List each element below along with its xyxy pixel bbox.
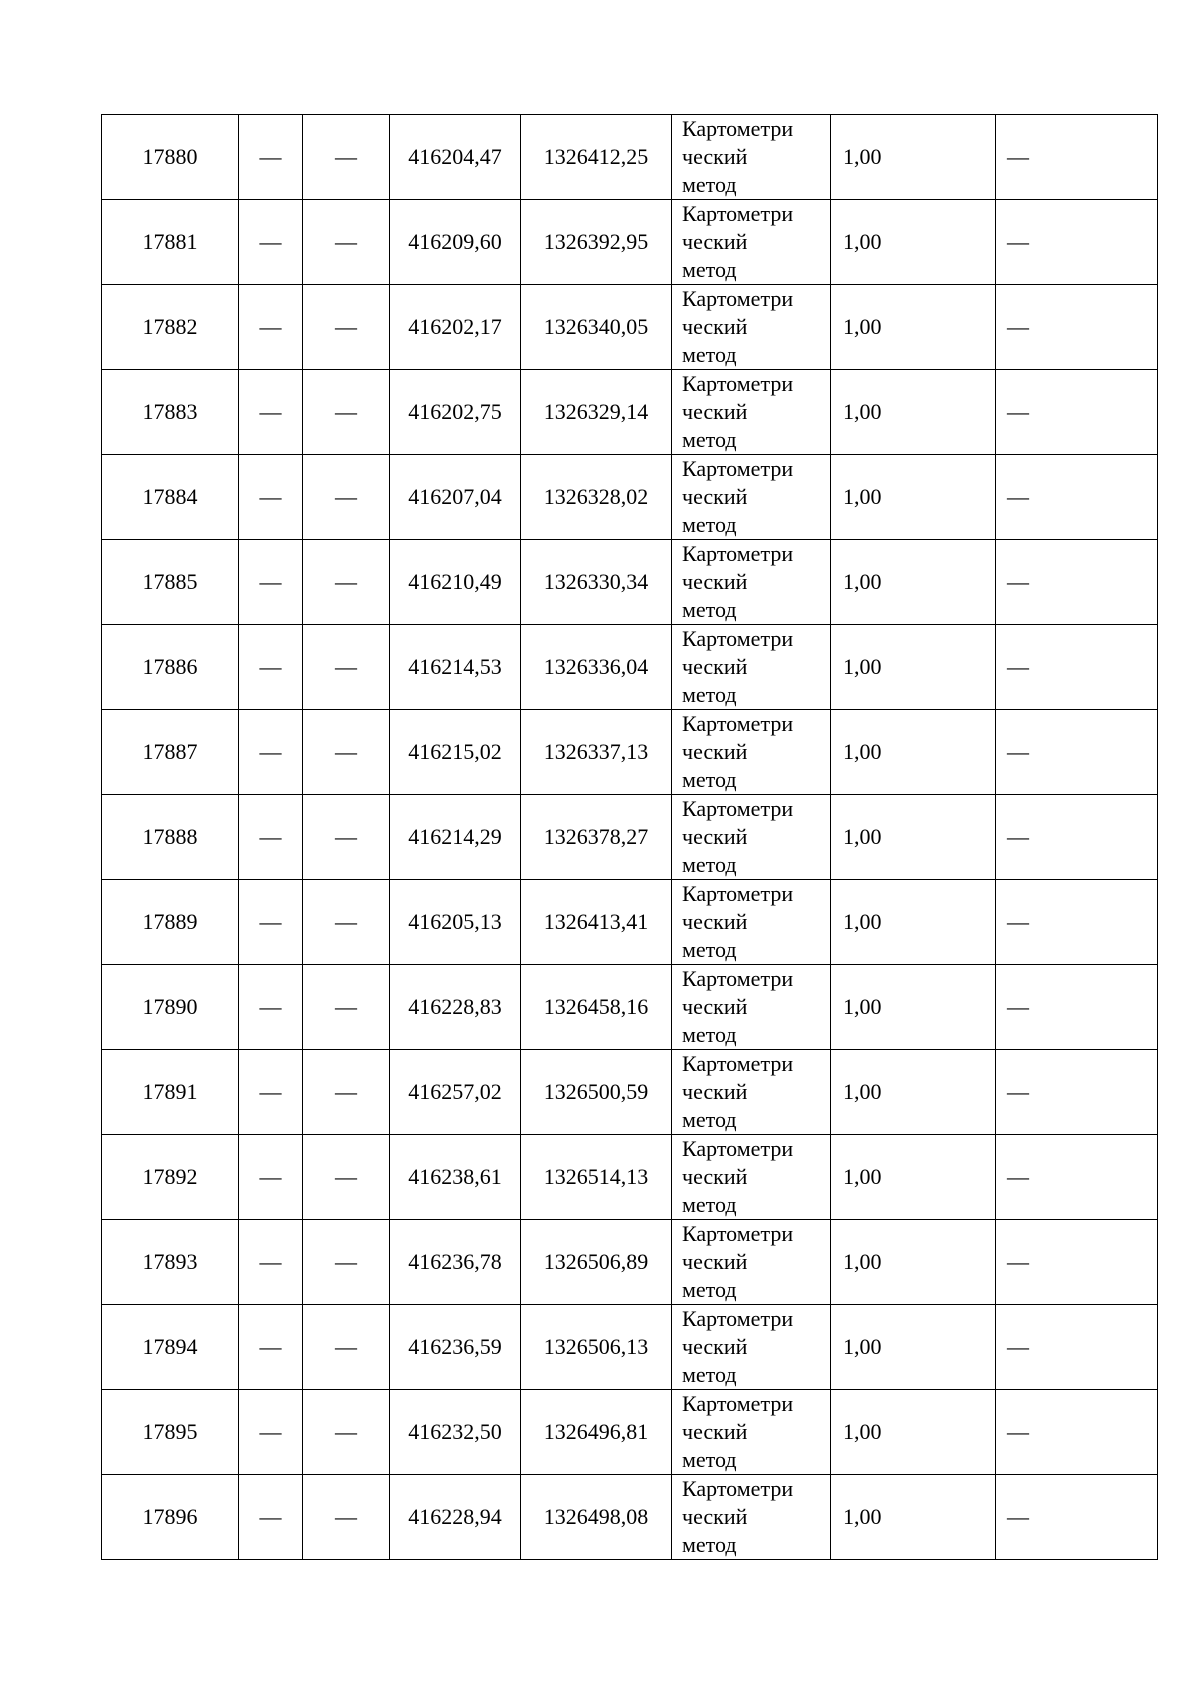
x-coordinate-cell: 416215,02 [390, 710, 521, 795]
empty-value-cell: — [996, 625, 1158, 710]
empty-value-cell: — [303, 1220, 390, 1305]
method-cell [672, 540, 831, 625]
coordinates-table [101, 114, 1158, 1560]
x-coordinate-cell: 416238,61 [390, 1135, 521, 1220]
table-row [102, 710, 1158, 795]
y-coordinate-cell: 1326500,59 [521, 1050, 672, 1135]
empty-value-cell: — [303, 880, 390, 965]
table-row [102, 1135, 1158, 1220]
empty-value-cell: — [239, 115, 303, 200]
accuracy-cell: 1,00 [831, 285, 996, 370]
empty-value-cell: — [996, 1305, 1158, 1390]
x-coordinate-cell: 416207,04 [390, 455, 521, 540]
accuracy-cell: 1,00 [831, 540, 996, 625]
empty-value-cell: — [239, 455, 303, 540]
empty-value-cell: — [303, 625, 390, 710]
empty-value-cell: — [996, 200, 1158, 285]
empty-value-cell: — [303, 370, 390, 455]
empty-value-cell: — [239, 285, 303, 370]
table-row [102, 1390, 1158, 1475]
point-number-cell: 17894 [102, 1305, 239, 1390]
accuracy-cell: 1,00 [831, 795, 996, 880]
accuracy-cell: 1,00 [831, 1475, 996, 1560]
y-coordinate-cell: 1326458,16 [521, 965, 672, 1050]
method-text: Картометри [682, 966, 794, 991]
x-coordinate-cell: 416236,59 [390, 1305, 521, 1390]
x-coordinate-cell: 416232,50 [390, 1390, 521, 1475]
point-number-cell: 17890 [102, 965, 239, 1050]
empty-value-cell: — [303, 1475, 390, 1560]
point-number-cell: 17886 [102, 625, 239, 710]
empty-value-cell: — [239, 1305, 303, 1390]
method-text: ческий [682, 569, 748, 594]
accuracy-cell: 1,00 [831, 455, 996, 540]
point-number-cell: 17880 [102, 115, 239, 200]
point-number-cell: 17896 [102, 1475, 239, 1560]
y-coordinate-cell: 1326496,81 [521, 1390, 672, 1475]
accuracy-cell: 1,00 [831, 200, 996, 285]
method-text: метод [682, 937, 737, 962]
empty-value-cell: — [996, 880, 1158, 965]
accuracy-cell: 1,00 [831, 1390, 996, 1475]
method-text: Картометри [682, 796, 794, 821]
method-text: ческий [682, 1079, 748, 1104]
y-coordinate-cell: 1326378,27 [521, 795, 672, 880]
method-text: метод [682, 342, 737, 367]
table-row [102, 455, 1158, 540]
y-coordinate-cell: 1326337,13 [521, 710, 672, 795]
empty-value-cell: — [239, 1390, 303, 1475]
x-coordinate-cell: 416228,94 [390, 1475, 521, 1560]
y-coordinate-cell: 1326336,04 [521, 625, 672, 710]
empty-value-cell: — [239, 200, 303, 285]
method-text: Картометри [682, 1391, 794, 1416]
method-cell [672, 1220, 831, 1305]
empty-value-cell: — [303, 1390, 390, 1475]
table-row [102, 880, 1158, 965]
empty-value-cell: — [996, 1390, 1158, 1475]
y-coordinate-cell: 1326329,14 [521, 370, 672, 455]
empty-value-cell: — [996, 1220, 1158, 1305]
x-coordinate-cell: 416205,13 [390, 880, 521, 965]
point-number-cell: 17884 [102, 455, 239, 540]
empty-value-cell: — [239, 795, 303, 880]
point-number-cell: 17891 [102, 1050, 239, 1135]
x-coordinate-cell: 416257,02 [390, 1050, 521, 1135]
method-cell [672, 965, 831, 1050]
method-text: ческий [682, 994, 748, 1019]
point-number-cell: 17885 [102, 540, 239, 625]
empty-value-cell: — [996, 710, 1158, 795]
method-cell [672, 285, 831, 370]
accuracy-cell: 1,00 [831, 880, 996, 965]
point-number-cell: 17888 [102, 795, 239, 880]
table-row [102, 625, 1158, 710]
empty-value-cell: — [303, 115, 390, 200]
method-text: ческий [682, 1334, 748, 1359]
method-cell [672, 1135, 831, 1220]
empty-value-cell: — [303, 795, 390, 880]
method-text: метод [682, 1447, 737, 1472]
x-coordinate-cell: 416236,78 [390, 1220, 521, 1305]
method-text: ческий [682, 739, 748, 764]
method-text: ческий [682, 1249, 748, 1274]
empty-value-cell: — [996, 455, 1158, 540]
y-coordinate-cell: 1326506,89 [521, 1220, 672, 1305]
method-text: ческий [682, 1419, 748, 1444]
empty-value-cell: — [239, 1135, 303, 1220]
y-coordinate-cell: 1326392,95 [521, 200, 672, 285]
point-number-cell: 17887 [102, 710, 239, 795]
empty-value-cell: — [996, 540, 1158, 625]
method-text: ческий [682, 484, 748, 509]
empty-value-cell: — [239, 370, 303, 455]
method-cell [672, 625, 831, 710]
empty-value-cell: — [303, 1135, 390, 1220]
method-text: метод [682, 257, 737, 282]
empty-value-cell: — [996, 285, 1158, 370]
empty-value-cell: — [239, 540, 303, 625]
x-coordinate-cell: 416214,53 [390, 625, 521, 710]
accuracy-cell: 1,00 [831, 1135, 996, 1220]
empty-value-cell: — [996, 370, 1158, 455]
method-text: метод [682, 597, 737, 622]
empty-value-cell: — [239, 965, 303, 1050]
y-coordinate-cell: 1326330,34 [521, 540, 672, 625]
method-cell [672, 880, 831, 965]
method-text: ческий [682, 314, 748, 339]
table-row [102, 1475, 1158, 1560]
method-text: ческий [682, 229, 748, 254]
empty-value-cell: — [303, 455, 390, 540]
x-coordinate-cell: 416210,49 [390, 540, 521, 625]
accuracy-cell: 1,00 [831, 625, 996, 710]
method-text: метод [682, 767, 737, 792]
table-row [102, 795, 1158, 880]
method-text: метод [682, 1362, 737, 1387]
method-text: ческий [682, 1164, 748, 1189]
empty-value-cell: — [303, 540, 390, 625]
empty-value-cell: — [996, 1135, 1158, 1220]
method-text: Картометри [682, 1051, 794, 1076]
empty-value-cell: — [303, 710, 390, 795]
method-text: Картометри [682, 541, 794, 566]
point-number-cell: 17892 [102, 1135, 239, 1220]
empty-value-cell: — [239, 1050, 303, 1135]
y-coordinate-cell: 1326328,02 [521, 455, 672, 540]
table-row [102, 540, 1158, 625]
empty-value-cell: — [239, 710, 303, 795]
method-text: метод [682, 852, 737, 877]
point-number-cell: 17882 [102, 285, 239, 370]
empty-value-cell: — [303, 965, 390, 1050]
y-coordinate-cell: 1326340,05 [521, 285, 672, 370]
y-coordinate-cell: 1326498,08 [521, 1475, 672, 1560]
table-row [102, 200, 1158, 285]
empty-value-cell: — [239, 625, 303, 710]
empty-value-cell: — [996, 965, 1158, 1050]
accuracy-cell: 1,00 [831, 1305, 996, 1390]
empty-value-cell: — [239, 1475, 303, 1560]
method-text: Картометри [682, 626, 794, 651]
table-body [102, 115, 1158, 1560]
method-text: метод [682, 1532, 737, 1557]
table-row [102, 370, 1158, 455]
point-number-cell: 17893 [102, 1220, 239, 1305]
method-cell [672, 795, 831, 880]
accuracy-cell: 1,00 [831, 1220, 996, 1305]
method-text: Картометри [682, 371, 794, 396]
method-text: Картометри [682, 201, 794, 226]
method-cell [672, 1475, 831, 1560]
method-text: метод [682, 682, 737, 707]
method-cell [672, 1050, 831, 1135]
empty-value-cell: — [303, 1050, 390, 1135]
method-text: Картометри [682, 1136, 794, 1161]
table-row [102, 285, 1158, 370]
accuracy-cell: 1,00 [831, 1050, 996, 1135]
x-coordinate-cell: 416209,60 [390, 200, 521, 285]
method-text: метод [682, 172, 737, 197]
method-text: ческий [682, 399, 748, 424]
method-text: ческий [682, 1504, 748, 1529]
empty-value-cell: — [996, 115, 1158, 200]
method-text: метод [682, 1192, 737, 1217]
y-coordinate-cell: 1326413,41 [521, 880, 672, 965]
x-coordinate-cell: 416214,29 [390, 795, 521, 880]
accuracy-cell: 1,00 [831, 370, 996, 455]
method-text: Картометри [682, 1306, 794, 1331]
method-text: метод [682, 1107, 737, 1132]
method-text: ческий [682, 654, 748, 679]
y-coordinate-cell: 1326412,25 [521, 115, 672, 200]
accuracy-cell: 1,00 [831, 965, 996, 1050]
table-row [102, 965, 1158, 1050]
x-coordinate-cell: 416202,75 [390, 370, 521, 455]
empty-value-cell: — [303, 1305, 390, 1390]
table-row [102, 1220, 1158, 1305]
empty-value-cell: — [996, 1050, 1158, 1135]
table-row [102, 115, 1158, 200]
point-number-cell: 17895 [102, 1390, 239, 1475]
table-row [102, 1050, 1158, 1135]
method-text: Картометри [682, 1221, 794, 1246]
empty-value-cell: — [239, 880, 303, 965]
y-coordinate-cell: 1326514,13 [521, 1135, 672, 1220]
empty-value-cell: — [996, 1475, 1158, 1560]
method-text: метод [682, 1277, 737, 1302]
method-text: метод [682, 1022, 737, 1047]
method-cell [672, 1305, 831, 1390]
method-text: Картометри [682, 286, 794, 311]
method-cell [672, 1390, 831, 1475]
method-cell [672, 455, 831, 540]
method-text: Картометри [682, 456, 794, 481]
empty-value-cell: — [996, 795, 1158, 880]
accuracy-cell: 1,00 [831, 115, 996, 200]
method-text: Картометри [682, 1476, 794, 1501]
empty-value-cell: — [303, 285, 390, 370]
method-text: ческий [682, 144, 748, 169]
method-cell [672, 710, 831, 795]
method-cell [672, 115, 831, 200]
table-row [102, 1305, 1158, 1390]
point-number-cell: 17889 [102, 880, 239, 965]
method-text: ческий [682, 824, 748, 849]
method-cell [672, 200, 831, 285]
x-coordinate-cell: 416228,83 [390, 965, 521, 1050]
x-coordinate-cell: 416202,17 [390, 285, 521, 370]
accuracy-cell: 1,00 [831, 710, 996, 795]
y-coordinate-cell: 1326506,13 [521, 1305, 672, 1390]
empty-value-cell: — [303, 200, 390, 285]
method-text: Картометри [682, 711, 794, 736]
point-number-cell: 17881 [102, 200, 239, 285]
point-number-cell: 17883 [102, 370, 239, 455]
method-text: ческий [682, 909, 748, 934]
method-cell [672, 370, 831, 455]
x-coordinate-cell: 416204,47 [390, 115, 521, 200]
method-text: Картометри [682, 116, 794, 141]
empty-value-cell: — [239, 1220, 303, 1305]
method-text: метод [682, 427, 737, 452]
method-text: метод [682, 512, 737, 537]
method-text: Картометри [682, 881, 794, 906]
